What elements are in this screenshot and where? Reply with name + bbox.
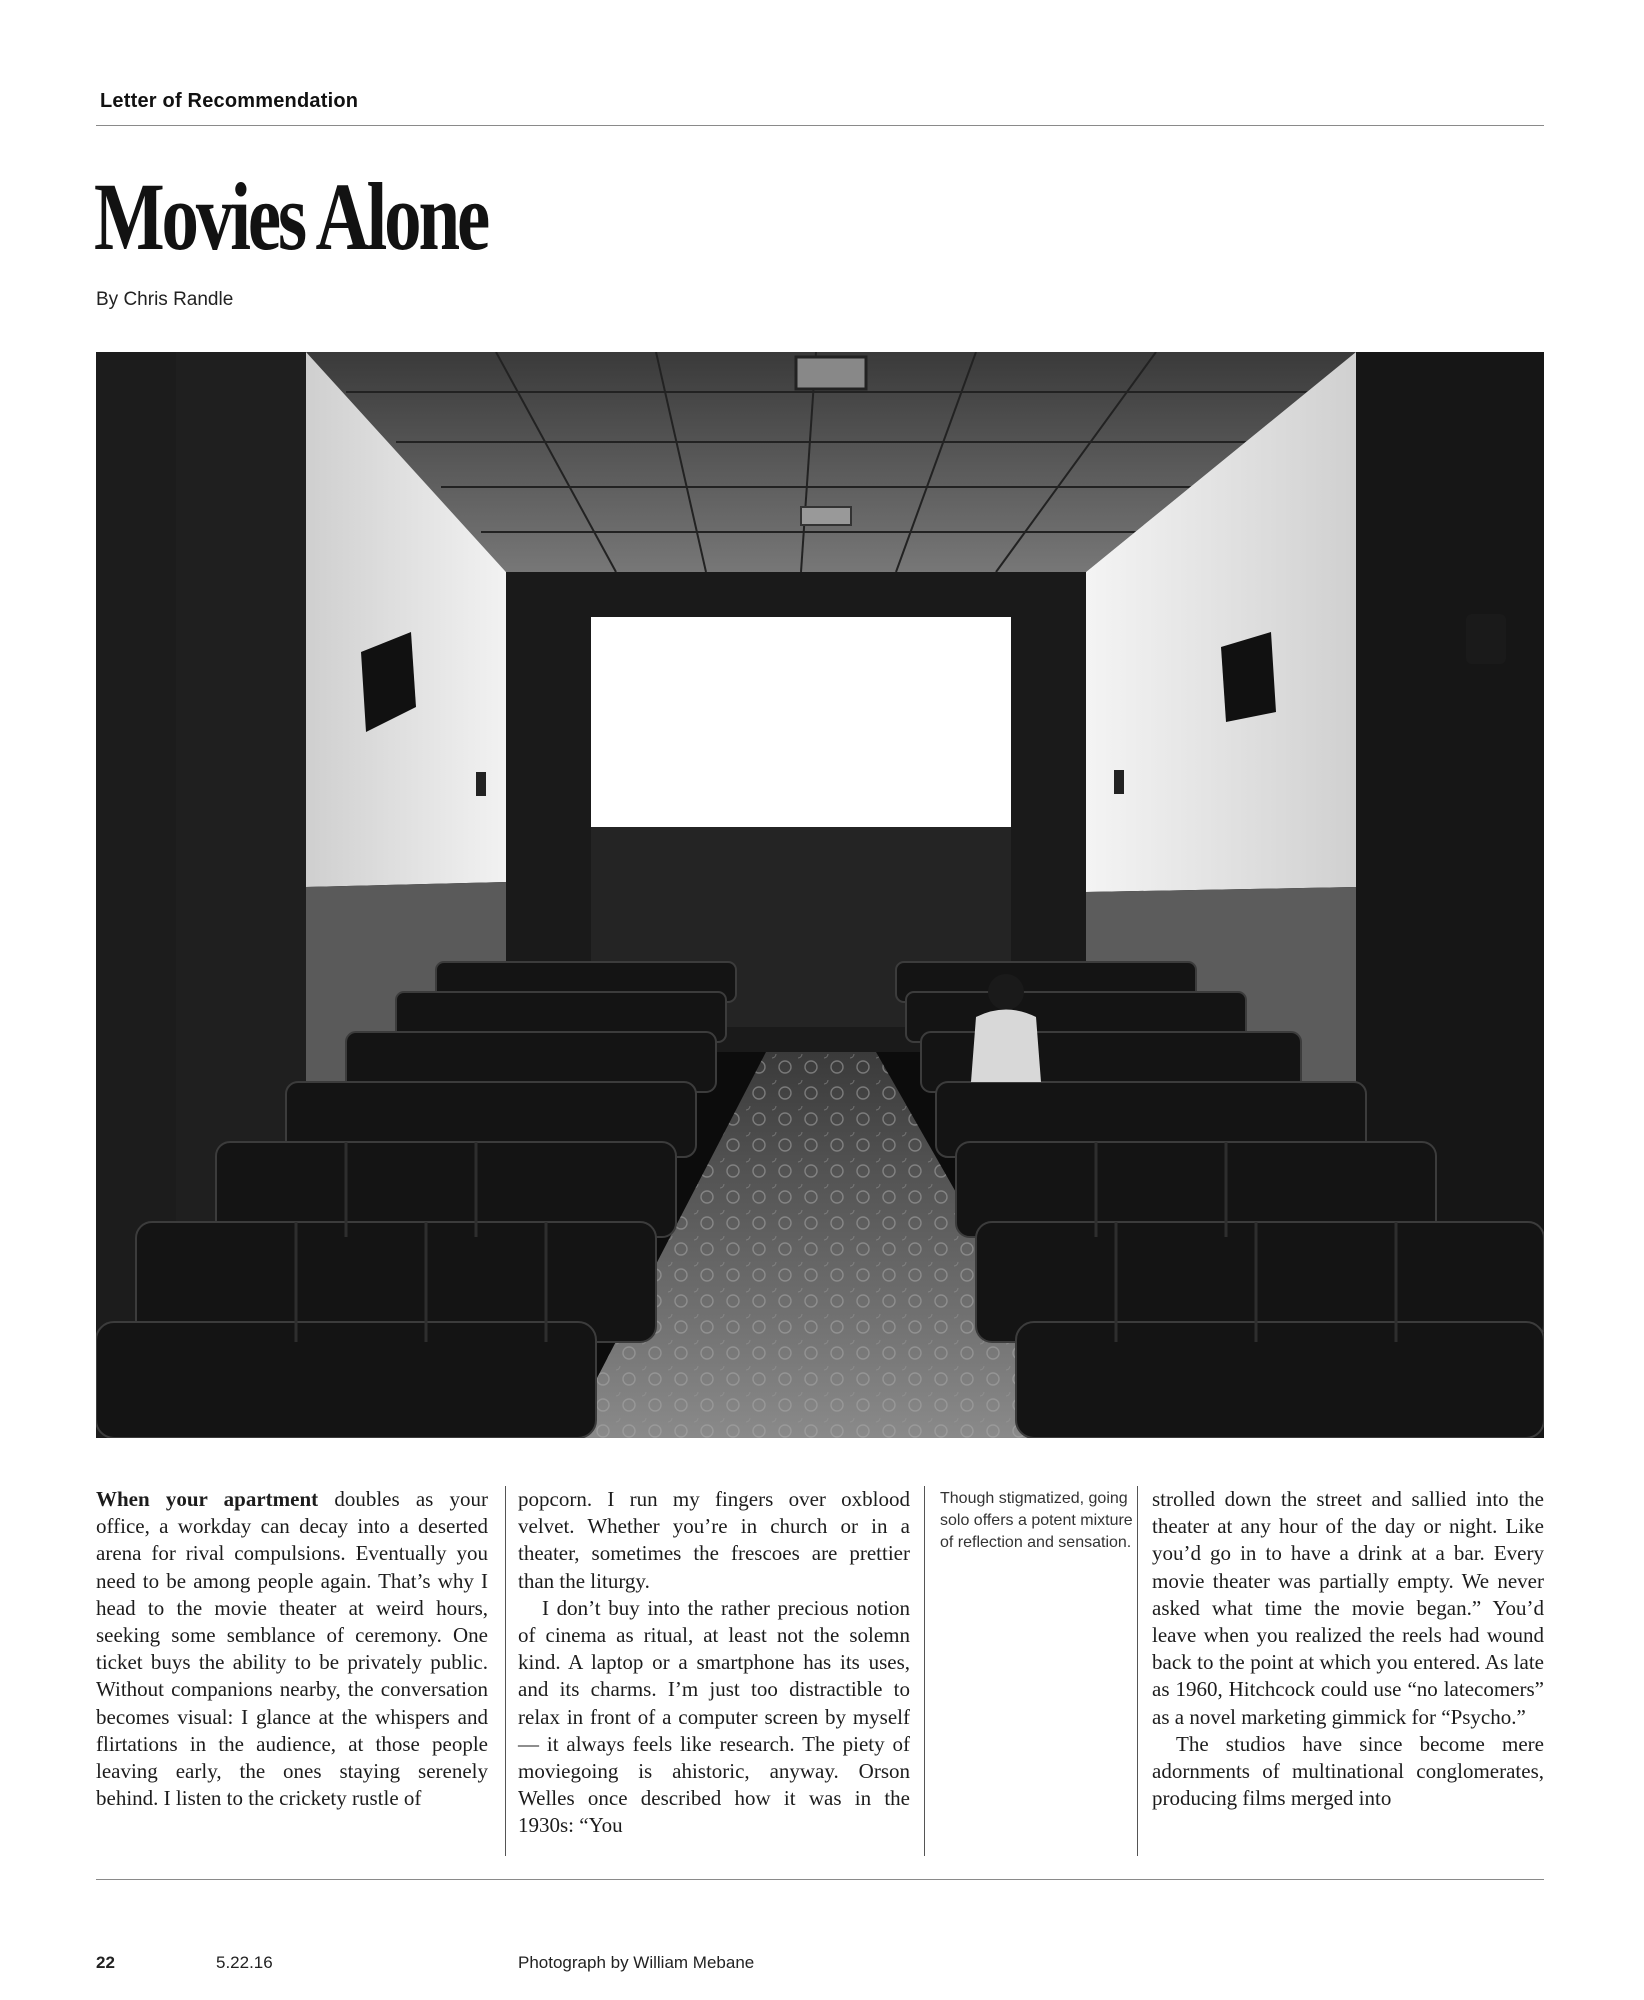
theater-photo xyxy=(96,352,1544,1438)
top-rule xyxy=(96,125,1544,126)
bottom-rule xyxy=(96,1879,1544,1880)
issue-date: 5.22.16 xyxy=(216,1953,273,1972)
column-divider xyxy=(505,1486,506,1856)
page-number: 22 xyxy=(96,1953,115,1972)
photo-caption: Though stigmatized, going solo offers a potent mixture of reflection and sensation. xyxy=(940,1490,1133,1551)
column-divider xyxy=(1137,1486,1138,1856)
byline: By Chris Randle xyxy=(96,289,234,310)
article-title: Movies Alone xyxy=(94,163,488,270)
lead-in: When your apartment xyxy=(96,1487,319,1511)
body-column-1 xyxy=(96,1486,488,1812)
body-text: doubles as your office, a workday can decay into a deserted arena for rival compulsions. Eventually you need to be among people again. That’s why I head to the movie theater at weird hours, seeking some semblance of ceremony. One ticket buys the ability to be privately public. Without companions nearby, the conversation becomes visual: I glance at the whispers and flirtations in the audience, at those people leaving early, the ones staying serenely behind. I listen to the crickety rustle of xyxy=(96,1487,488,1811)
paragraph: strolled down the street and sallied into the theater at any hour of the day or night. Like you’d go in to have a drink at a bar. Every movie theater was partially empty. We never asked what time the movie began.” You’d leave when you realized the reels had wound back to the point at which you entered. As late as 1960, Hitchcock could use “no latecomers” as a novel marketing gimmick for “Psycho.” xyxy=(1152,1487,1544,1729)
photo-credit: Photograph by William Mebane xyxy=(518,1953,755,1972)
paragraph: The studios have since become mere adornments of multinational conglomerates, producing films merged into xyxy=(1152,1731,1544,1811)
column-divider xyxy=(924,1486,925,1856)
body-column-3 xyxy=(1152,1486,1544,1812)
theater-illustration xyxy=(96,352,1544,1438)
section-label: Letter of Recommendation xyxy=(100,90,359,112)
paragraph: I don’t buy into the rather precious notion of cinema as ritual, at least not the solemn kind. A laptop or a smartphone has its uses, and its charms. I’m just too distractible to relax in front of a computer screen by myself — it always feels like research. The piety of moviegoing is ahistoric, anyway. Orson Welles once described how it was in the 1930s: “You xyxy=(518,1595,910,1838)
body-column-2 xyxy=(518,1486,910,1840)
paragraph: popcorn. I run my fingers over oxblood velvet. Whether you’re in church or in a theater, sometimes the frescoes are prettier than the liturgy. xyxy=(518,1487,910,1593)
